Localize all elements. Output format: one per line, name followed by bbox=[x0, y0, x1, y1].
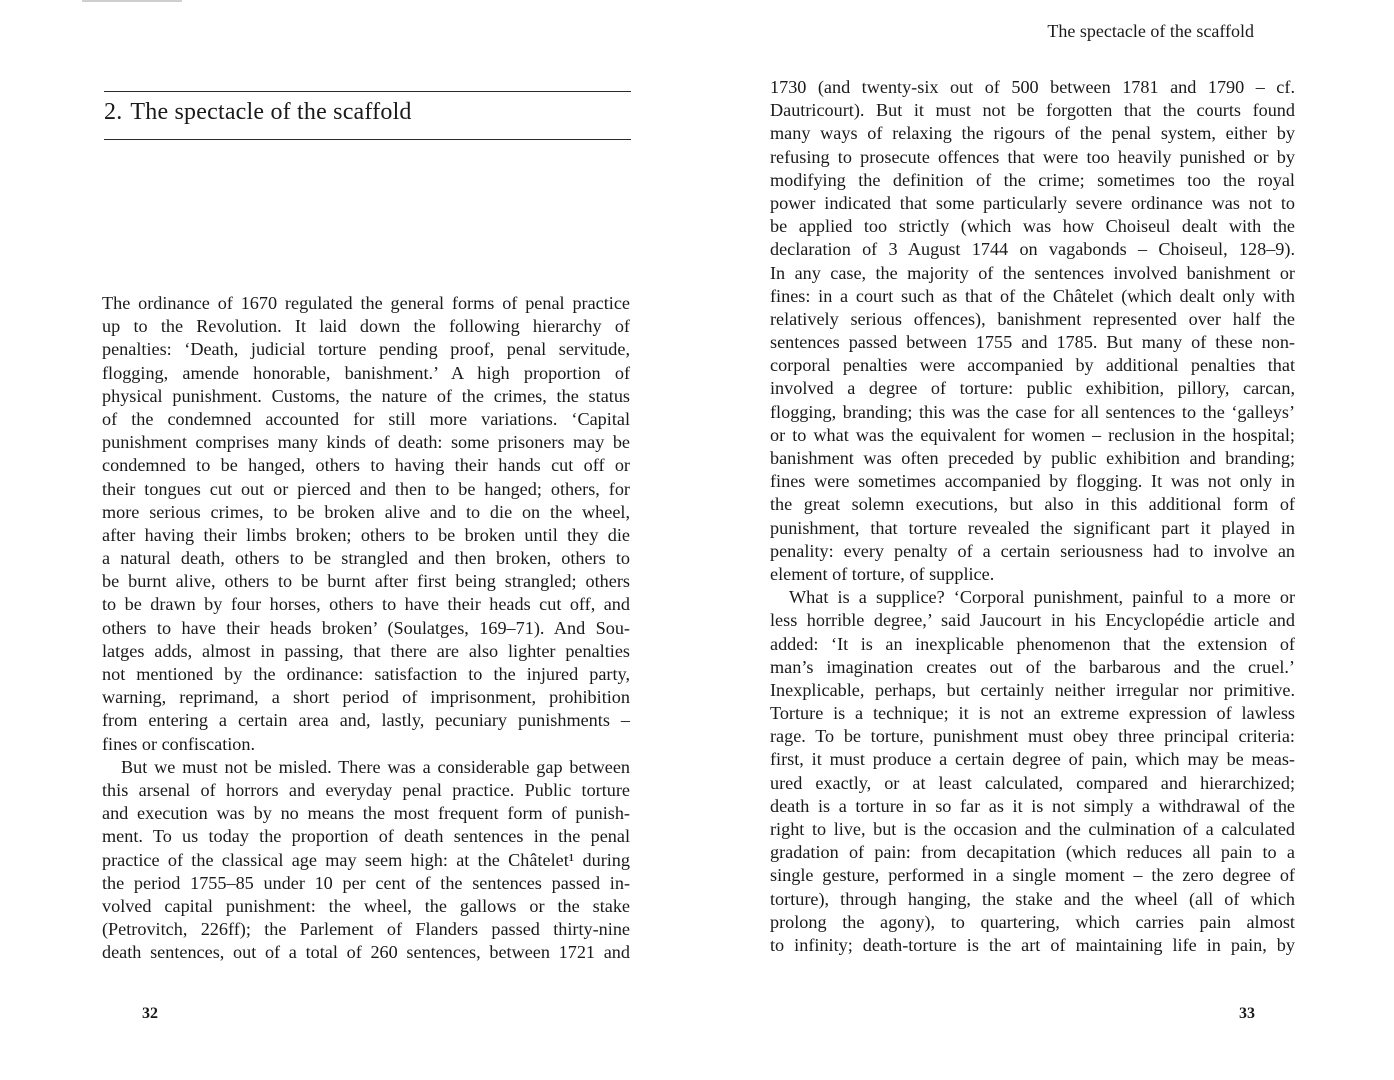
text-line: the period 1755–85 under 10 per cent of the sentences passed in- bbox=[102, 872, 630, 893]
text-line: latges adds, almost in passing, that there are also lighter penalties bbox=[102, 640, 630, 661]
text-line: flogging, branding; this was the case for all sentences to the ‘galleys’ bbox=[770, 401, 1295, 422]
text-line: banishment was often preceded by public exhibition and branding; bbox=[770, 448, 1295, 468]
text-line: prolong the agony), to quartering, which carries pain almost bbox=[770, 911, 1295, 932]
running-head: The spectacle of the scaffold bbox=[1047, 21, 1254, 41]
text-line: to infinity; death-torture is the art of maintaining life in pain, by bbox=[770, 934, 1295, 955]
text-line: many ways of relaxing the rigours of the penal system, either by bbox=[770, 123, 1295, 144]
text-line: corporal penalties were accompanied by additional penalties that bbox=[770, 355, 1295, 376]
text-line: But we must not be misled. There was a considerable gap between bbox=[121, 756, 630, 777]
page-number-left: 32 bbox=[142, 1005, 158, 1022]
text-line: ment. To us today the proportion of death sentences in the penal bbox=[102, 826, 630, 847]
text-line: others to have their heads broken’ (Soulatges, 169–71). And Sou- bbox=[102, 617, 630, 638]
text-line: death sentences, out of a total of 260 sentences, between 1721 and bbox=[102, 942, 630, 963]
text-line: Dautricourt). But it must not be forgotten that the courts found bbox=[770, 100, 1295, 121]
text-line: to be drawn by four horses, others to have their heads cut off, and bbox=[102, 594, 630, 615]
text-line: more serious crimes, to be broken alive and to die on the wheel, bbox=[102, 501, 630, 522]
top-edge-rule bbox=[82, 0, 182, 2]
text-line: first, it must produce a certain degree of pain, which may be meas- bbox=[770, 749, 1295, 770]
text-line: 1730 (and twenty-six out of 500 between 1781 and 1790 – cf. bbox=[770, 77, 1295, 97]
text-line: gradation of pain: from decapitation (which reduces all pain to a bbox=[770, 842, 1295, 863]
text-line: death is a torture in so far as it is not simply a withdrawal of the bbox=[770, 795, 1295, 816]
chapter-rule-top bbox=[104, 91, 631, 92]
text-line: practice of the classical age may seem high: at the Châtelet¹ during bbox=[102, 849, 630, 870]
chapter-heading bbox=[104, 97, 412, 127]
text-line: fines or confiscation. bbox=[102, 733, 256, 754]
text-line: the great solemn executions, but also in this additional form of bbox=[770, 494, 1295, 515]
text-line: Inexplicable, perhaps, but certainly neither irregular nor primitive. bbox=[770, 679, 1295, 700]
right-page bbox=[697, 0, 1394, 1080]
left-body-text bbox=[102, 292, 630, 964]
page-number-right: 33 bbox=[1239, 1005, 1255, 1022]
text-line: from entering a certain area and, lastly, pecuniary punishments – bbox=[102, 710, 630, 731]
text-line: right to live, but is the occasion and the culmination of a calculated bbox=[770, 819, 1295, 839]
text-line: punishment comprises many kinds of death: some prisoners may be bbox=[102, 432, 630, 453]
right-body-text bbox=[770, 76, 1295, 957]
text-line: not mentioned by the ordinance: satisfaction to the injured party, bbox=[102, 664, 630, 684]
text-line: condemned to be hanged, others to having their hands cut off or bbox=[102, 455, 630, 476]
text-line: refusing to prosecute offences that were too heavily punished or by bbox=[770, 146, 1295, 167]
text-line: In any case, the majority of the sentences involved banishment or bbox=[770, 262, 1295, 283]
text-line: fines: in a court such as that of the Châtelet (which dealt only with bbox=[770, 285, 1295, 306]
text-line: or to what was the equivalent for women – reclusion in the hospital; bbox=[770, 424, 1295, 445]
text-line: of the condemned accounted for still more variations. ‘Capital bbox=[102, 408, 630, 429]
text-line: Torture is a technique; it is not an extreme expression of lawless bbox=[770, 703, 1295, 724]
text-line: be burnt alive, others to be burnt after first being strangled; others bbox=[102, 571, 630, 592]
text-line: What is a supplice? ‘Corporal punishment, painful to a more or bbox=[789, 587, 1295, 608]
text-line: single gesture, performed in a single moment – the zero degree of bbox=[770, 865, 1295, 886]
text-line: declaration of 3 August 1744 on vagabonds – Choiseul, 128–9). bbox=[770, 239, 1295, 260]
text-line: this arsenal of horrors and everyday penal practice. Public torture bbox=[102, 779, 630, 800]
text-line: relatively serious offences), banishment represented over half the bbox=[770, 308, 1295, 329]
text-line: ured exactly, or at least calculated, compared and hierarchized; bbox=[770, 772, 1295, 793]
text-line: punishment, that torture revealed the significant part it played in bbox=[770, 517, 1295, 538]
text-line: modifying the definition of the crime; sometimes too the royal bbox=[770, 169, 1295, 190]
paragraph bbox=[102, 292, 630, 756]
text-line: rage. To be torture, punishment must obey three principal criteria: bbox=[770, 726, 1295, 747]
text-line: sentences passed between 1755 and 1785. But many of these non- bbox=[770, 332, 1295, 353]
text-line: physical punishment. Customs, the nature of the crimes, the status bbox=[102, 385, 630, 406]
text-line: man’s imagination creates out of the barbarous and the cruel.’ bbox=[770, 656, 1295, 677]
text-line: after having their limbs broken; others to be broken until they die bbox=[102, 524, 630, 545]
text-line: penalties: ‘Death, judicial torture pending proof, penal servitude, bbox=[102, 339, 630, 360]
text-line: The ordinance of 1670 regulated the general forms of penal practice bbox=[102, 293, 630, 313]
text-line: volved capital punishment: the wheel, the gallows or the stake bbox=[102, 895, 630, 916]
text-line: (Petrovitch, 226ff); the Parlement of Flanders passed thirty-nine bbox=[102, 919, 630, 940]
text-line: up to the Revolution. It laid down the following hierarchy of bbox=[102, 316, 630, 337]
text-line: added: ‘It is an inexplicable phenomenon that the extension of bbox=[770, 633, 1295, 654]
chapter-title: The spectacle of the scaffold bbox=[130, 99, 412, 125]
paragraph bbox=[770, 76, 1295, 586]
text-line: penality: every penalty of a certain seriousness had to involve an bbox=[770, 540, 1295, 561]
text-line: less horrible degree,’ said Jaucourt in his Encyclopédie article and bbox=[770, 610, 1295, 631]
text-line: flogging, amende honorable, banishment.’ A high proportion of bbox=[102, 362, 630, 383]
paragraph bbox=[770, 586, 1295, 957]
text-line: involved a degree of torture: public exhibition, pillory, carcan, bbox=[770, 378, 1295, 399]
chapter-number: 2. bbox=[104, 99, 123, 125]
chapter-rule-bottom bbox=[104, 139, 631, 140]
text-line: warning, reprimand, a short period of imprisonment, prohibition bbox=[102, 687, 630, 708]
text-line: their tongues cut out or pierced and then to be hanged; others, for bbox=[102, 478, 630, 499]
text-line: be applied too strictly (which was how Choiseul dealt with the bbox=[770, 216, 1295, 237]
text-line: element of torture, of supplice. bbox=[770, 563, 995, 584]
paragraph bbox=[102, 756, 630, 965]
text-line: a natural death, others to be strangled and then broken, others to bbox=[102, 548, 630, 569]
text-line: torture), through hanging, the stake and the wheel (all of which bbox=[770, 888, 1295, 909]
text-line: power indicated that some particularly severe ordinance was not to bbox=[770, 192, 1295, 213]
text-line: fines were sometimes accompanied by flogging. It was not only in bbox=[770, 471, 1295, 492]
text-line: and execution was by no means the most frequent form of punish- bbox=[102, 803, 630, 824]
